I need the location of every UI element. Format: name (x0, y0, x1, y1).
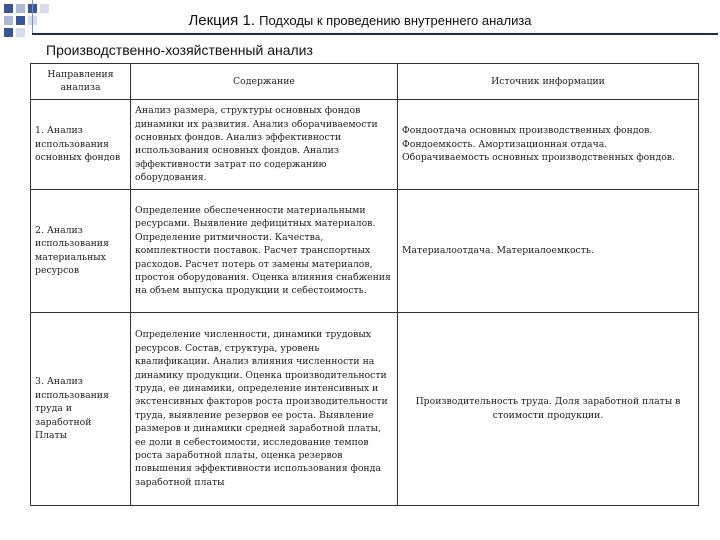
deco-square (4, 28, 13, 37)
slide-title (0, 12, 720, 29)
row-content: Анализ размера, структуры основных фондов динамики их развития. Анализ оборачиваемости основных фондов. Анализ эффективности использования основных фондов. Анализ эффективности затрат по содержанию оборудования. (131, 99, 398, 189)
header-content: Содержание (131, 64, 398, 100)
table-header-row (31, 64, 699, 100)
row-content: Определение обеспеченности материальными ресурсами. Выявление дефицитных материалов. Определение ритмичности. Качества, комплектности поставок. Расчет транспортных расходов. Расчет потерь от замены материалов, простоя оборудования. Оценка влияния снабжения на объем выпуска продукции и себестоимость. (131, 189, 398, 312)
table-row (31, 99, 699, 189)
table-row (31, 189, 699, 312)
deco-square (16, 28, 25, 37)
row-source: Производительность труда. Доля заработной платы в стоимости продукции. (398, 312, 699, 505)
title-rest: Подходы к проведению внутреннего анализа (259, 13, 532, 28)
row-source: Фондоотдача основных производственных фондов. Фондоемкость. Амортизационная отдача. Оборачиваемость основных производственных фондов. (398, 99, 699, 189)
row-direction: 1. Анализ использования основных фондов (31, 99, 131, 189)
slide-subtitle: Производственно-хозяйственный анализ (46, 42, 313, 58)
row-direction: 2. Анализ использования материальных ресурсов (31, 189, 131, 312)
header-directions: Направления анализа (31, 64, 131, 100)
header-divider (32, 33, 718, 35)
row-content: Определение численности, динамики трудовых ресурсов. Состав, структура, уровень квалификации. Анализ влияния численности на динамику продукции. Оценка производительности труда, ее динамики, определение интенсивных и экстенсивных факторов роста производительности труда, выявление резервов ее роста. Выявление размеров и динамики средней заработной платы, ее доли в себестоимости, исследование темпов роста заработной платы, оценка резервов повышения эффективности использования фонда заработной платы (131, 312, 398, 505)
header-source: Источник информации (398, 64, 699, 100)
analysis-table (30, 63, 699, 506)
title-main: Лекция 1. (188, 12, 255, 29)
row-source: Материалоотдача. Материалоемкость. (398, 189, 699, 312)
row-direction: 3. Анализ использования труда и заработной Платы (31, 312, 131, 505)
table-row (31, 312, 699, 505)
